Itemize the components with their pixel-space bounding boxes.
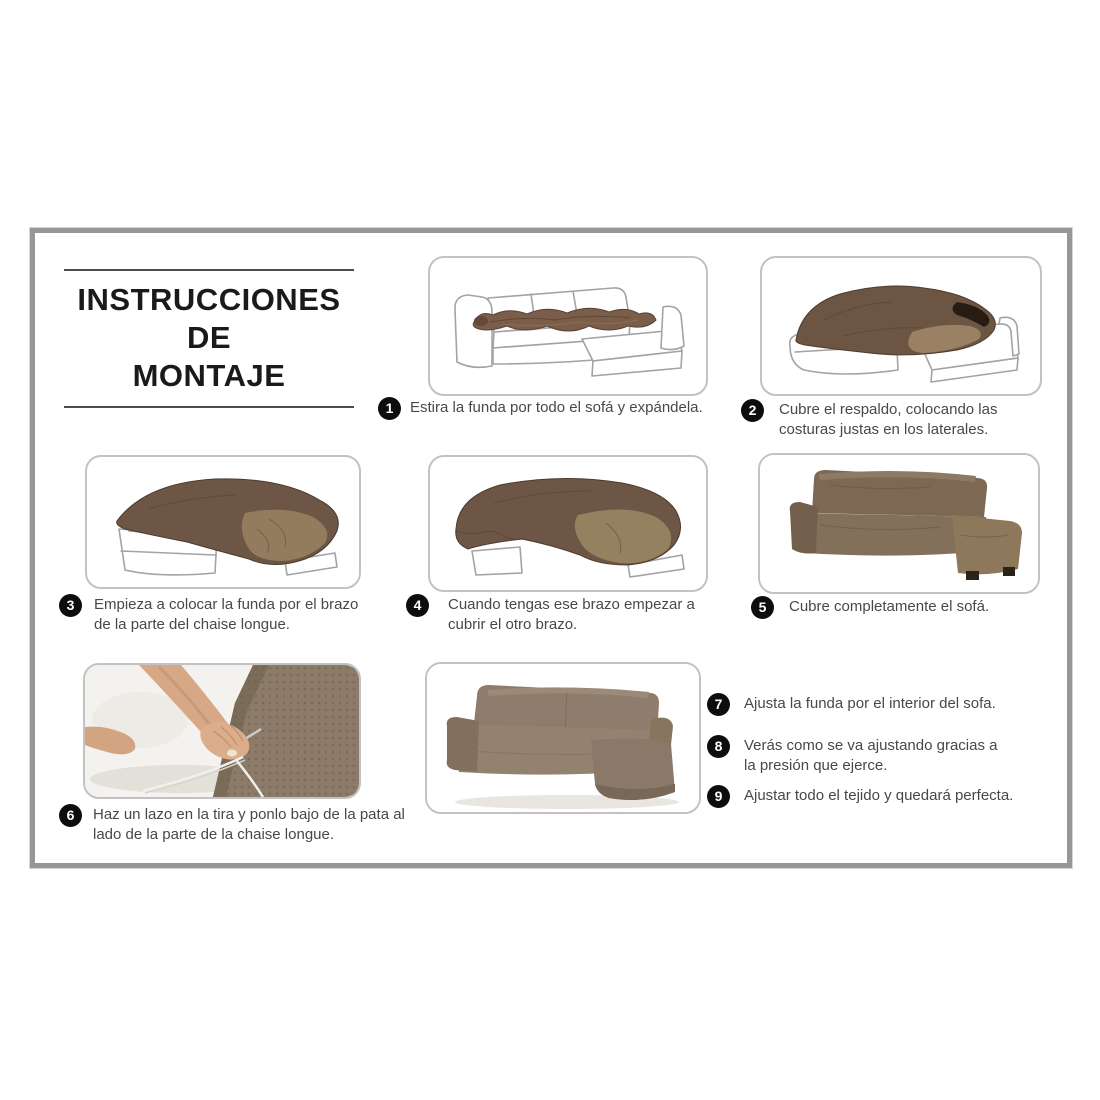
step-caption-8: [707, 736, 1010, 776]
step-caption-9: [707, 786, 1052, 806]
sofa-fully-covered-photo: [760, 455, 1038, 592]
step-2-text: Cubre el respaldo, colocando las costuras justas en los laterales.: [779, 401, 998, 438]
step-1-number-badge: 1: [378, 397, 401, 420]
title-rule-bottom: [64, 406, 354, 408]
illustration-step-7: [425, 662, 701, 814]
illustration-step-1: [428, 256, 708, 396]
sofa-outline-cover-over-backrest-illustration: [762, 258, 1040, 394]
finished-covered-chaise-sofa-photo: [427, 664, 699, 812]
step-caption-2: [741, 400, 1031, 440]
step-1-text: Estira la funda por todo el sofá y expándela.: [410, 399, 703, 416]
step-caption-7: [707, 694, 1047, 714]
step-4-number-badge: 4: [406, 594, 429, 617]
step-3-text: Empieza a colocar la funda por el brazo de la parte del chaise longue.: [94, 596, 359, 633]
illustration-step-6: [83, 663, 361, 799]
sofa-outline-cover-on-chaise-arm-illustration: [87, 457, 359, 587]
step-5-text: Cubre completamente el sofá.: [789, 598, 990, 615]
page-title-line1: INSTRUCCIONES: [77, 282, 341, 317]
step-8-text: Verás como se va ajustando gracias a la presión que ejerce.: [744, 737, 998, 774]
illustration-step-2: [760, 256, 1042, 396]
step-caption-3: [59, 595, 379, 635]
illustration-step-5: [758, 453, 1040, 594]
step-9-text: Ajustar todo el tejido y quedará perfecta.: [744, 787, 1014, 804]
step-9-number-badge: 9: [707, 785, 730, 808]
step-6-text: Haz un lazo en la tira y ponlo bajo de la pata al lado de la parte de la chaise longue.: [93, 806, 405, 843]
step-7-text: Ajusta la funda por el interior del sofa.: [744, 695, 996, 712]
step-7-number-badge: 7: [707, 693, 730, 716]
step-4-text: Cuando tengas ese brazo empezar a cubrir el otro brazo.: [448, 596, 695, 633]
sofa-outline-cover-spreading-to-other-arm-illustration: [430, 457, 706, 590]
title-rule-top: [64, 269, 354, 271]
illustration-step-3: [85, 455, 361, 589]
step-6-number-badge: 6: [59, 804, 82, 827]
hand-tying-strap-under-sofa-leg-photo: [85, 665, 359, 797]
page-title-line3: MONTAJE: [132, 358, 286, 393]
step-caption-4: [406, 595, 706, 635]
step-3-number-badge: 3: [59, 594, 82, 617]
step-caption-5: [751, 597, 1051, 617]
sofa-outline-crumpled-cover-illustration: [430, 258, 706, 394]
step-8-number-badge: 8: [707, 735, 730, 758]
step-caption-6: [59, 805, 425, 845]
step-5-number-badge: 5: [751, 596, 774, 619]
illustration-step-4: [428, 455, 708, 592]
step-caption-1: [378, 398, 738, 418]
step-2-number-badge: 2: [741, 399, 764, 422]
page-title-line2: DE: [186, 320, 232, 355]
